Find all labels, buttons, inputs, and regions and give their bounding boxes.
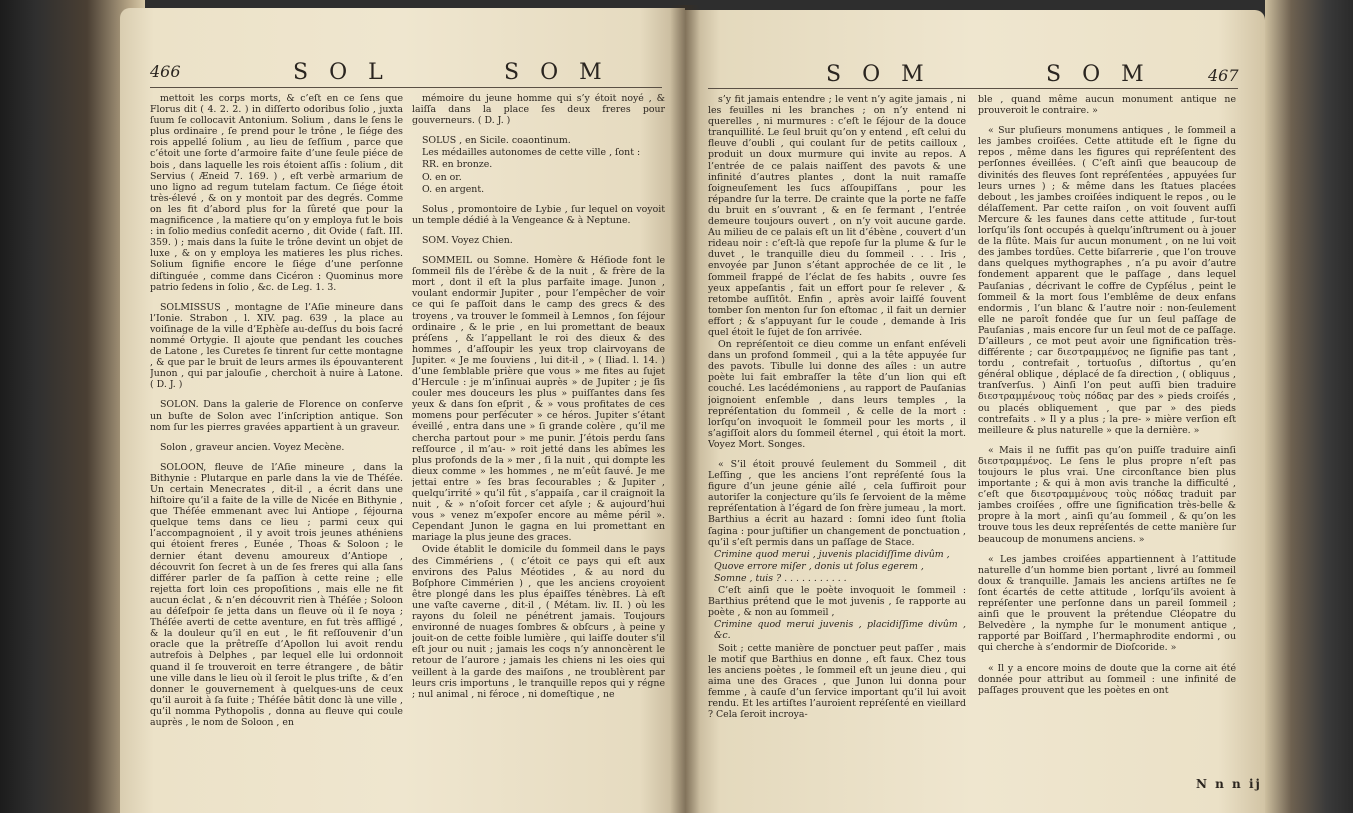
right-header-rule bbox=[708, 88, 1238, 89]
left-header-rule bbox=[150, 87, 662, 88]
paragraph: Ovide établit le domicile du ſommeil dans le pays des Cimmériens , ( c’étoit ce pays qui eſt aux environs des Palus Méotides , & au nord du Boſphore Cimmérien ) , que les anciens croyoient être plongé dans les plus épaiſſes ténèbres. Là eſt une vaſte caverne , dit-il , ( Métam. liv. II. ) où les rayons du ſoleil ne pénétrent jamais. Toujours environné de nuages ſombres & obſcurs , à peine y jouit-on de cette foible lumière , qui laiſſe douter s’il eſt jour ou nuit ; jamais les coqs n’y annoncèrent le retour de l’aurore ; jamais les chiens ni les oies qui veillent à la garde des maiſons , ne troublèrent par leurs cris importuns , le tranquille repos qui y régne ; nul animal , ni féroce , ni domeſtique , ne bbox=[412, 544, 665, 700]
paragraph: « Les jambes croiſées appartiennent à l’attitude naturelle d’un homme bien portant , livré au ſommeil doux & tranquille. Jamais les anciens artiſtes ne ſe ſont écartés de cette attitude , lorſqu’ils avoient à repréſenter une perſonne dans un pareil ſommeil ; ainſi que le prouvent la prétendue Cléopatre du Belvedère , la nymphe ſur le monument antique , rapporté par Boiſſard , l’hermaphrodite endormi , ou qui cherche à s’endormir de Dioſcoride. » bbox=[978, 553, 1236, 654]
paragraph: mémoire du jeune homme qui s’y étoit noyé , & laiſſa dans la place ſes deux freres pour gouverneurs. ( D. J. ) bbox=[412, 93, 665, 127]
paragraph: Crimine quod merui , juvenis placidiſſime divûm , bbox=[714, 548, 950, 560]
paragraph: « Sur pluſieurs monumens antiques , le ſommeil a les jambes croiſées. Cette attitude eſt le ſigne du repos , même dans les figures qui repréſentent des perſonnes éveillées. ( C’eſt ainſi que beaucoup de divinités des fleuves ſont repréſentées , appuyées ſur leurs urnes ) ; & même dans les ſtatues placées debout , les jambes croiſées indiquent le repos , ou le délaſſement. Par cette raiſon , on voit ſouvent auſſi Mercure & les faunes dans cette attitude , ſur-tout lorſqu’ils ſont occupés à quelqu’inſtrument ou à jouer de la flûte. Mais ſur aucun monument , on ne lui voit des jambes tordûes. Cette biſarrerie , que l’on trouve dans quelques mythographes , n’a pu avoir d’autre fondement apparent que le paſſage , dans lequel Pauſanias , décrivant le coffre de Cypſélus , peint le ſommeil & la mort ſous l’emblême de deux enfans endormis , l’un blanc & l’autre noir : non-ſeulement elle ne paroît fondée que ſur un ſeul paſſage de Pauſanias , mais encore ſur un ſeul mot de ce paſſage. D’ailleurs , ce mot peut avoir une ſignification très-différente ; car διεστραμμένος ne ſignifie pas tant , tordu , contrefait , tortuoſus , diſtortus , qu’en général oblique , déplacé de ſa direction , ( obliquus , tranſverſus. ) Ainſi l’on peut auſſi bien traduire διεστραμμένους τοὺς πόδας par des » pieds croiſés , ou placés obliquement , que par » des pieds contrefaits . » Il y a plus ; la pre- » mière verſion eſt meilleure & plus naturelle » que la dernière. » bbox=[978, 125, 1236, 436]
paragraph: « S’il étoit prouvé ſeulement du Sommeil , dit Leſſing , que les anciens l’ont repréſenté ſous la figure d’un jeune génie aîlé , cela ſuffiroit pour autoriſer la conjecture qu’ils ſe ſervoient de la même repréſentation à l’égard de ſon frère jumeau , la mort. Barthius a écrit au hazard : ſomni ideo ſunt ſtolia ſagina : pour juſtifier un changement de ponctuation , qu’il s’eſt permis dans un paſſage de Stace. bbox=[708, 459, 966, 548]
paragraph: mettoit les corps morts, & c’eſt en ce ſens que Florus dit ( 4. 2. 2. ) in diſſerto odoribus ſolio , juxta ſuum ſe collocavit Antonium. Solium , dans le ſens le plus ordinaire , ſe prend pour le trône , le ſiége des rois appellé ſolium , au lieu de ſeſſium , parce que c’étoit une ſorte d’armoire faite d’une ſeule piéce de bois , dans laquelle les rois étoient aſſis : ſolium , dit Servius ( Æneid 7. 169. ) , eſt verbè armarium de uno ligno ad regum tutelam factum. Ce ſiége étoit très-élevé , & on y montoit par des degrés. Comme on les fit d’abord plus for la ſûreté que pour la magnificence , la matiere qu’on y employa fut le bois : in ſolio medius conſedit acerno , dit Ovide ( faſt. III. 359. ) ; mais dans la ſuite le trône devint un objet de luxe , & on y employa les matieres les plus riches. Solium ſignifie encore le ſiége d’une perſonne diſtinguée , comme dans Cicéron : Quominus more patrio ſedens in ſolio , &c. de Leg. 1. 3. bbox=[150, 93, 403, 293]
paragraph: Quove errore miſer , donis ut ſolus egerem , bbox=[714, 560, 924, 572]
paragraph: SOLOON, fleuve de l’Aſie mineure , dans la Bithynie : Plutarque en parle dans la vie de Théſée. Un certain Menecrates , dit-il , a écrit dans une hiſtoire qu’il a faite de la ville de Nicée en Bithynie , que Théſée emmenant avec lui Antiope , ſéjourna quelque tems dans ce lieu ; parmi ceux qui l’accompagnoient , il y avoit trois jeunes athéniens qui étoient freres , Eunée , Thoas & Soloon ; le dernier étant devenu amoureux d’Antiope , découvrit ſon ſecret à un de ſes freres qui alla ſans différer parler de ſa paſſion à cette reine ; elle rejetta fort loin ces propoſitions , mais elle ne fit aucun éclat , & n’en découvrit rien à Théſée ; Soloon au déſeſpoir ſe jetta dans un fleuve où il ſe noya ; Théſée averti de cette aventure, en fut très affligé , & la douleur qu’il en eut , le fit reſſouvenir d’un oracle que la prêtreſſe d’Apollon lui avoit rendu autrefois à Delphes , par lequel elle lui ordonnoit quand il ſe trouveroit en terre étrangere , de bâtir une ville dans le lieu où il ſeroit le plus triſte , & d’en donner le gouvernement à quelques-uns de ceux qu’il auroit à ſa ſuite ; Théſée bâtit donc là une ville , qu’il nomma Pythopolis , donna au fleuve qui coule auprès , le nom de Soloon , en bbox=[150, 461, 403, 728]
paragraph: SOMMEIL ou Somne. Homère & Héſiode font le ſommeil fils de l’érèbe & de la nuit , & frère de la mort , dont il eſt la plus parfaite image. Junon , voulant endormir Jupiter , pour l’empêcher de voir ce qui ſe paſſoit dans le camp des grecs & des troyens , va trouver le ſommeil à Lemnos , ſon ſéjour ordinaire , & le prie , en lui promettant de beaux préſens , & l’appellant le roi des dieux & des hommes , d’aſſoupir les yeux trop clairvoyans de Jupiter. « Je me ſouviens , lui dit-il , » ( Iliad. l. 14. ) d’une ſemblable prière que vous » me fites au ſujet d’Hercule : je m’inſinuai auprès » de Jupiter ; je ſis couler mes douceurs les plus » puiſſantes dans ſes yeux & dans ſon eſprit , & » vous profitates de ces momens pour perſécuter » ce héros. Jupiter s’étant éveillé , entra dans une » ſi grande colère , qu’il me chercha partout pour » me punir. J’étois perdu ſans reſſource , il m’au- » roit jetté dans les abîmes les plus profonds de la » mer , ſi la nuit , qui dompte les dieux comme » les hommes , ne m’eût ſauvé. Je me jettai entre » ſes bras ſecourables ; & Jupiter , quelqu’irrité » qu’il fût , s’appaiſa , car il craignoit la nuit , & » n’oſoit forcer cet aſyle ; & aujourd’hui vous » venez m’expoſer encore au même péril ». Cependant Junon le gagna en lui promettant en mariage la plus jeune des graces. bbox=[412, 255, 665, 544]
paragraph: SOLUS , en Sicile. coaontinum. bbox=[422, 135, 571, 147]
left-page-number: 466 bbox=[150, 62, 181, 81]
right-page-number: 467 bbox=[1208, 66, 1239, 85]
paragraph: On repréſentoit ce dieu comme un enfant enſéveli dans un profond ſommeil , qui a la tête appuyée ſur des pavots. Tibulle lui donne des aîles : un autre poète lui fait embraſſer la tête d’un lion qui eſt couché. Les lacédémoniens , au rapport de Pauſanias joignoient enſemble , dans leurs temples , la repréſentation du ſommeil , & celle de la mort : lorſqu’on invoquoit le ſommeil pour les morts , il s’agiſſoit alors du ſommeil éternel , qui étoit la mort. Voyez Mort. Songes. bbox=[708, 339, 966, 450]
right-column-2 bbox=[978, 94, 1236, 776]
paragraph: « Mais il ne ſuffit pas qu’on puiſſe traduire ainſi διεστραμμένος. Le ſens le plus propre n’eſt pas toujours le plus vrai. Une circonſtance bien plus importante ; & qui à mon avis tranche la difficulté , c’eſt que διεστραμμένους τοὺς πόδας traduit par jambes croiſées , offre une ſignification très-belle & propre à la mort , ainſi qu’au ſommeil , & qu’on les trouve tous les deux repréſentés de cette manière ſur beaucoup de monumens anciens. » bbox=[978, 444, 1236, 545]
right-running-head: S O M bbox=[826, 62, 931, 87]
paragraph: RR. en bronze. bbox=[422, 159, 493, 171]
left-column-2 bbox=[412, 93, 665, 805]
paragraph: ble , quand même aucun monument antique ne prouveroit le contraire. » bbox=[978, 94, 1236, 117]
right-running-head-right: S O M bbox=[1046, 62, 1151, 87]
paragraph: SOLON. Dans la galerie de Florence on conſerve un buſte de Solon avec l’inſcription antique. Son nom ſur les pierres gravées appartient à un graveur. bbox=[150, 399, 403, 433]
paragraph: Somne , tuis ? . . . . . . . . . . . bbox=[714, 572, 847, 584]
paragraph: s’y fit jamais entendre ; le vent n’y agite jamais , ni les feuilles ni les branches ; on n’y entend ni querelles , ni murmures : c’eſt le ſéjour de la douce tranquillité. Le ſeul bruit qu’on y entend , eſt celui du fleuve d’oubli , qui coulant ſur de petits cailloux , produit un doux murmure qui invite au repos. A l’entrée de ce palais naiſſent des pavots & une infinité d’autres plantes , dont la nuit ramaſſe ſoigneuſement les ſucs aſſoupiſſans , pour les répandre ſur la terre. De crainte que la porte ne faſſe du bruit en s’ouvrant , & en ſe fermant , l’entrée demeure toujours ouvert , on n’y voit aucune garde. Au milieu de ce palais eſt un lit d’ébène , couvert d’un rideau noir : c’eſt-là que repoſe ſur la plume & ſur le duvet , le tranquille dieu du ſommeil . . . Iris , envoyée par Junon s’étant approchée de ce lit , le ſommeil frappé de l’éclat de ſes habits , ouvre ſes yeux appeſantis , fait un effort pour ſe relever , & retombe auſſitôt. Enfin , après avoir laiſſé ſouvent tomber ſon menton ſur ſon eſtomac , il fait un dernier effort ; & s’appuyant ſur le coude , demande à Iris quel étoit le ſujet de ſon arrivée. bbox=[708, 94, 966, 338]
paragraph: « Il y a encore moins de doute que la corne ait été donnée pour attribut au ſommeil : une infinité de paſſages prouvent que les poètes en ont bbox=[978, 662, 1236, 696]
paragraph: SOLMISSUS , montagne de l’Aſie mineure dans l’Ionie. Strabon , l. XIV. pag. 639 , la place au voiſinage de la ville d’Ephèſe au-deſſus du bois ſacré nommé Ortygie. Il ajoute que pendant les couches de Latone , les Curetes ſe tinrent ſur cette montagne , & que par le bruit de leurs armes ils épouvanterent Junon , qui par jalouſie , cherchoit à nuire à Latone. ( D. J. ) bbox=[150, 301, 403, 391]
paragraph: Les médailles autonomes de cette ville , ſont : bbox=[422, 147, 641, 159]
left-running-head: S O L bbox=[293, 60, 390, 85]
paragraph: Solus , promontoire de Lybie , ſur lequel on voyoit un temple dédié à la Vengeance & à Neptune. bbox=[412, 203, 665, 226]
paragraph: O. en argent. bbox=[422, 183, 485, 195]
book-gutter bbox=[670, 5, 700, 813]
right-page-edges bbox=[1265, 0, 1353, 813]
right-column-1 bbox=[708, 94, 966, 794]
paragraph: SOM. Voyez Chien. bbox=[422, 234, 513, 246]
signature-mark: N n n ij bbox=[1196, 777, 1262, 791]
paragraph: O. en or. bbox=[422, 171, 462, 183]
left-column-1 bbox=[150, 93, 403, 805]
paragraph: C’eſt ainſi que le poète invoquoit le ſommeil : Barthius prétend que le mot juvenis , ſe rapporte au poète , & non au ſommeil , bbox=[708, 585, 966, 619]
left-running-head-right: S O M bbox=[504, 60, 609, 85]
paragraph: Soit ; cette manière de ponctuer peut paſſer , mais le motif que Barthius en donne , eſt faux. Chez tous les anciens poètes , le ſommeil eſt un jeune dieu , qui aima une des Graces , que Junon lui donna pour femme , à cauſe d’un ſervice important qu’il lui avoit rendu. Et les artiſtes l’auroient repréſenté en vieillard ? Cela ſeroit incroya- bbox=[708, 642, 966, 721]
paragraph: Solon , graveur ancien. Voyez Mecène. bbox=[160, 441, 345, 453]
paragraph: Crimine quod merui juvenis , placidiſſime divûm , &c. bbox=[714, 619, 966, 642]
